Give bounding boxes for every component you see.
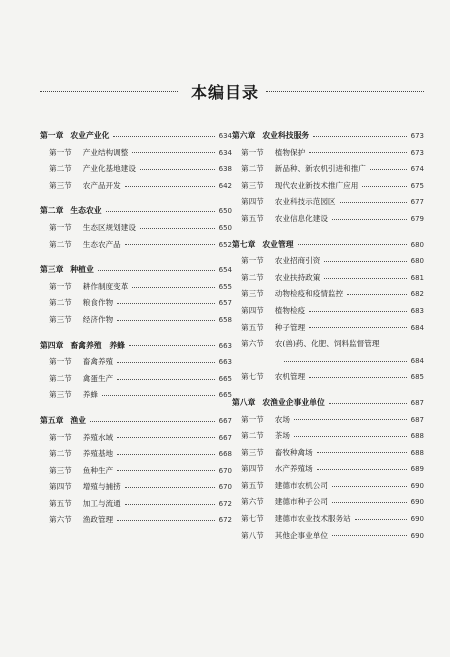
- section-number: 第六节: [241, 497, 264, 507]
- section-number: 第八节: [241, 530, 264, 540]
- toc-section-entry[interactable]: [232, 428, 424, 445]
- toc-section-entry[interactable]: [40, 295, 232, 312]
- toc-chapter-entry[interactable]: [40, 203, 232, 220]
- toc-section-entry[interactable]: [40, 237, 232, 254]
- toc-chapter-entry[interactable]: [232, 237, 424, 254]
- chapter-number: 第三章: [40, 265, 64, 275]
- title-rule-left: [40, 91, 178, 92]
- section-name: 新品种、新农机引进和推广: [274, 164, 366, 174]
- section-name: 加工与流通: [82, 498, 121, 508]
- section-number: 第五节: [241, 322, 264, 332]
- chapter-name: 农渔业企事业单位: [262, 397, 325, 407]
- leader-dots: [294, 419, 407, 420]
- section-name: 养殖水域: [82, 432, 114, 442]
- leader-dots: [106, 211, 215, 212]
- page-number: 673: [410, 132, 424, 140]
- leader-dots: [332, 219, 407, 220]
- chapter-name: 农业产业化: [70, 131, 110, 140]
- section-number: 第三节: [241, 447, 264, 457]
- page-number: 634: [218, 132, 232, 140]
- chapter-name: 农业科技服务: [262, 131, 310, 140]
- section-number: 第一节: [49, 281, 72, 291]
- section-number: 第一节: [49, 432, 72, 442]
- page-number: 687: [410, 398, 424, 407]
- page-number: 690: [410, 515, 424, 524]
- toc-section-entry[interactable]: [232, 478, 424, 495]
- toc-section-entry[interactable]: [40, 430, 232, 447]
- toc-section-entry[interactable]: [232, 369, 424, 386]
- section-name: 植物检疫: [274, 305, 306, 315]
- section-name: 现代农业新技术推广应用: [274, 180, 359, 190]
- toc-chapter-block: [40, 262, 232, 328]
- toc-chapter-entry[interactable]: [40, 128, 232, 145]
- section-number: 第七节: [241, 372, 264, 382]
- section-name: 禽蛋生产: [82, 373, 114, 383]
- section-name: 经济作物: [82, 314, 114, 324]
- section-number: 第一节: [241, 256, 264, 266]
- toc-chapter-block: [232, 128, 424, 228]
- toc-section-entry[interactable]: [232, 336, 424, 353]
- toc-section-entry[interactable]: [40, 446, 232, 463]
- page-number: 670: [218, 483, 232, 492]
- page-number: 682: [410, 290, 424, 299]
- section-number: 第五节: [49, 498, 72, 508]
- leader-dots: [309, 311, 406, 312]
- leader-dots: [309, 152, 406, 153]
- toc-chapter-block: [40, 338, 232, 404]
- chapter-number: 第四章: [40, 340, 64, 350]
- chapter-name: 渔业: [70, 415, 86, 425]
- section-number: 第六节: [241, 339, 264, 349]
- toc-chapter-entry[interactable]: [40, 262, 232, 279]
- section-name: 其他企事业单位: [274, 530, 328, 540]
- chapter-name: 农业管理: [262, 239, 294, 249]
- toc-section-entry[interactable]: [232, 161, 424, 178]
- leader-dots: [355, 519, 407, 520]
- leader-dots: [362, 186, 406, 187]
- section-number: 第四节: [241, 305, 264, 315]
- leader-dots: [332, 502, 407, 503]
- leader-dots: [132, 287, 214, 288]
- leader-dots: [313, 136, 406, 137]
- leader-dots: [90, 421, 215, 422]
- leader-dots: [370, 169, 407, 170]
- toc-section-entry[interactable]: [40, 220, 232, 237]
- page-number: 655: [218, 282, 232, 291]
- leader-dots: [340, 202, 407, 203]
- page-number: 689: [410, 465, 424, 474]
- section-name: 水产养殖场: [274, 464, 313, 474]
- leader-dots: [329, 403, 407, 404]
- leader-dots: [117, 437, 214, 438]
- toc-section-entry[interactable]: [232, 145, 424, 162]
- page-number: 665: [218, 391, 232, 400]
- section-number: 第六节: [49, 515, 72, 525]
- page-number: 654: [218, 266, 232, 275]
- section-name: 农业信息化建设: [274, 213, 328, 223]
- toc-section-entry[interactable]: [40, 496, 232, 513]
- toc-section-entry[interactable]: [40, 479, 232, 496]
- section-number: 第三节: [49, 180, 72, 190]
- section-number: 第一节: [49, 147, 72, 157]
- page-number: 672: [218, 499, 232, 508]
- chapter-name: 种植业: [70, 265, 94, 275]
- page-number: 642: [218, 181, 232, 190]
- toc-section-entry[interactable]: [40, 387, 232, 404]
- section-name: 建德市种子公司: [274, 497, 328, 507]
- toc-section-entry[interactable]: [232, 270, 424, 287]
- section-name: 农业科技示范园区: [274, 197, 336, 207]
- page-number: 679: [410, 214, 424, 223]
- leader-dots: [125, 487, 215, 488]
- section-number: 第三节: [49, 314, 72, 324]
- leader-dots: [117, 379, 214, 380]
- toc-section-entry[interactable]: [232, 178, 424, 195]
- leader-dots: [140, 228, 215, 229]
- leader-dots: [102, 395, 215, 396]
- section-name: 建德市农业技术服务站: [274, 514, 351, 524]
- toc-chapter-entry[interactable]: [232, 128, 424, 145]
- page-number: 663: [218, 358, 232, 367]
- chapter-number: 第六章: [232, 131, 256, 140]
- section-number: 第二节: [49, 164, 72, 174]
- section-name: 建德市农机公司: [274, 480, 328, 490]
- leader-dots: [298, 244, 407, 245]
- leader-dots: [294, 436, 407, 437]
- page-number: 685: [410, 373, 424, 382]
- page-number: 688: [410, 432, 424, 441]
- section-number: 第二节: [49, 298, 72, 308]
- leader-dots: [117, 303, 214, 304]
- section-name: 种子管理: [274, 322, 306, 332]
- toc-section-entry[interactable]: [232, 511, 424, 528]
- page-number: 680: [410, 257, 424, 266]
- section-name: 增殖与捕捞: [82, 482, 121, 492]
- toc-section-entry[interactable]: [40, 371, 232, 388]
- leader-dots: [324, 278, 406, 279]
- toc-section-entry[interactable]: [40, 279, 232, 296]
- toc-section-entry[interactable]: [232, 253, 424, 270]
- section-number: 第四节: [49, 482, 72, 492]
- leader-dots: [117, 454, 214, 455]
- page-number: 674: [410, 165, 424, 174]
- leader-dots: [117, 320, 214, 321]
- section-number: 第三节: [49, 390, 72, 400]
- section-number: 第一节: [49, 222, 72, 232]
- toc-chapter-entry[interactable]: [40, 413, 232, 430]
- leader-dots: [117, 470, 214, 471]
- section-number: 第五节: [241, 480, 264, 490]
- page-number: 687: [410, 415, 424, 424]
- leader-dots: [98, 270, 215, 271]
- chapter-number: 第五章: [40, 415, 64, 425]
- toc-chapter-entry[interactable]: [232, 395, 424, 412]
- page-number: 650: [218, 223, 232, 232]
- page-number: 663: [218, 341, 232, 350]
- section-name: 生态农产品: [82, 239, 121, 249]
- section-name: 产业化基地建设: [82, 164, 136, 174]
- section-number: 第三节: [241, 289, 264, 299]
- page-number: 657: [218, 299, 232, 308]
- page-number: 667: [218, 416, 232, 425]
- leader-dots: [324, 261, 406, 262]
- page-number: 670: [218, 466, 232, 475]
- section-name: 养蜂: [82, 390, 98, 400]
- page-number: 665: [218, 374, 232, 383]
- section-number: 第二节: [241, 431, 264, 441]
- section-number: 第一节: [49, 357, 72, 367]
- chapter-number: 第七章: [232, 239, 256, 249]
- section-name: 耕作制度变革: [82, 281, 129, 291]
- leader-dots: [132, 152, 214, 153]
- section-number: 第二节: [49, 239, 72, 249]
- section-number: 第五节: [241, 213, 264, 223]
- page-number: 673: [410, 148, 424, 157]
- toc-section-entry[interactable]: [232, 445, 424, 462]
- page-number: 690: [410, 531, 424, 540]
- section-number: 第一节: [241, 414, 264, 424]
- page-number: 668: [218, 450, 232, 459]
- section-number: 第二节: [49, 373, 72, 383]
- toc-section-entry[interactable]: [40, 178, 232, 195]
- leader-dots: [317, 452, 407, 453]
- section-name: 畜牧种禽场: [274, 447, 313, 457]
- page-number: 667: [218, 433, 232, 442]
- leader-dots: [284, 361, 407, 362]
- section-name: 鱼种生产: [82, 465, 114, 475]
- section-number: 第三节: [241, 180, 264, 190]
- page-number: 683: [410, 306, 424, 315]
- leader-dots: [317, 469, 407, 470]
- toc-chapter-block: [232, 237, 424, 386]
- leader-dots: [125, 504, 215, 505]
- section-number: 第七节: [241, 514, 264, 524]
- section-name: 养殖基地: [82, 449, 114, 459]
- section-name: 产业结构调整: [82, 147, 129, 157]
- leader-dots: [117, 520, 214, 521]
- toc-section-entry[interactable]: [40, 463, 232, 480]
- section-name: 农机管理: [274, 372, 306, 382]
- leader-dots: [332, 486, 407, 487]
- section-number: 第三节: [49, 465, 72, 475]
- leader-dots: [125, 244, 215, 245]
- toc-section-entry[interactable]: [232, 211, 424, 228]
- toc-chapter-block: [232, 395, 424, 544]
- leader-dots: [140, 169, 215, 170]
- toc-section-entry[interactable]: [232, 494, 424, 511]
- section-name: 农(兽)药、化肥、饲料监督管理: [274, 339, 380, 349]
- section-name: 农产品开发: [82, 180, 121, 190]
- section-name: 生态区规划建设: [82, 222, 136, 232]
- toc-left-column: [40, 128, 232, 538]
- toc-section-entry[interactable]: [232, 320, 424, 337]
- page-number: 634: [218, 148, 232, 157]
- page-number: 684: [410, 356, 424, 365]
- section-name: 渔政管理: [82, 515, 114, 525]
- section-number: 第四节: [241, 197, 264, 207]
- chapter-name: 畜禽养殖 养蜂: [70, 340, 125, 350]
- leader-dots: [129, 345, 215, 346]
- page-number: 681: [410, 273, 424, 282]
- section-name: 植物保护: [274, 147, 306, 157]
- page-number: 650: [218, 207, 232, 216]
- toc-section-entry[interactable]: [40, 161, 232, 178]
- leader-dots: [125, 186, 215, 187]
- page-number: 638: [218, 165, 232, 174]
- toc-right-column: [232, 128, 424, 553]
- chapter-number: 第八章: [232, 397, 256, 407]
- section-name: 粮食作物: [82, 298, 114, 308]
- toc-section-entry[interactable]: [232, 412, 424, 429]
- toc-section-entry[interactable]: [40, 512, 232, 529]
- page-number: 652: [218, 240, 232, 249]
- leader-dots: [117, 362, 214, 363]
- title-rule-right: [266, 91, 424, 92]
- section-number: 第一节: [241, 147, 264, 157]
- toc-section-entry[interactable]: [232, 528, 424, 545]
- page-number: 684: [410, 323, 424, 332]
- section-name: 畜禽养殖: [82, 357, 114, 367]
- section-name: 农业招商引资: [274, 256, 321, 266]
- toc-chapter-block: [40, 203, 232, 253]
- page-number: 690: [410, 481, 424, 490]
- toc-section-entry[interactable]: [232, 286, 424, 303]
- chapter-name: 生态农业: [70, 206, 102, 216]
- leader-dots: [332, 535, 407, 536]
- page-number: 658: [218, 315, 232, 324]
- leader-dots: [347, 294, 407, 295]
- leader-dots: [309, 377, 406, 378]
- toc-section-entry[interactable]: [232, 461, 424, 478]
- toc-chapter-block: [40, 128, 232, 194]
- toc-section-continuation: [232, 353, 424, 370]
- page-title: 本编目录: [190, 83, 259, 102]
- section-number: 第四节: [241, 464, 264, 474]
- toc-section-entry[interactable]: [40, 145, 232, 162]
- section-name: 农业扶持政策: [274, 272, 321, 282]
- page-number: 672: [218, 516, 232, 525]
- section-number: 第二节: [241, 164, 264, 174]
- section-name: 茶场: [274, 431, 290, 441]
- page-number: 688: [410, 448, 424, 457]
- section-number: 第二节: [241, 272, 264, 282]
- toc-chapter-entry[interactable]: [40, 338, 232, 355]
- section-number: 第二节: [49, 449, 72, 459]
- toc-section-entry[interactable]: [232, 194, 424, 211]
- page-number: 677: [410, 198, 424, 207]
- toc-title-bar: [0, 80, 450, 102]
- page-number: 690: [410, 498, 424, 507]
- leader-dots: [309, 327, 406, 328]
- section-name: 农场: [274, 414, 290, 424]
- section-name: 动物检疫和疫情监控: [274, 289, 344, 299]
- leader-dots: [113, 136, 214, 137]
- toc-chapter-block: [40, 413, 232, 529]
- toc-section-entry[interactable]: [40, 312, 232, 329]
- chapter-number: 第一章: [40, 131, 64, 140]
- toc-section-entry[interactable]: [40, 354, 232, 371]
- page-number: 675: [410, 181, 424, 190]
- chapter-number: 第二章: [40, 206, 64, 216]
- toc-section-entry[interactable]: [232, 303, 424, 320]
- page-number: 680: [410, 240, 424, 249]
